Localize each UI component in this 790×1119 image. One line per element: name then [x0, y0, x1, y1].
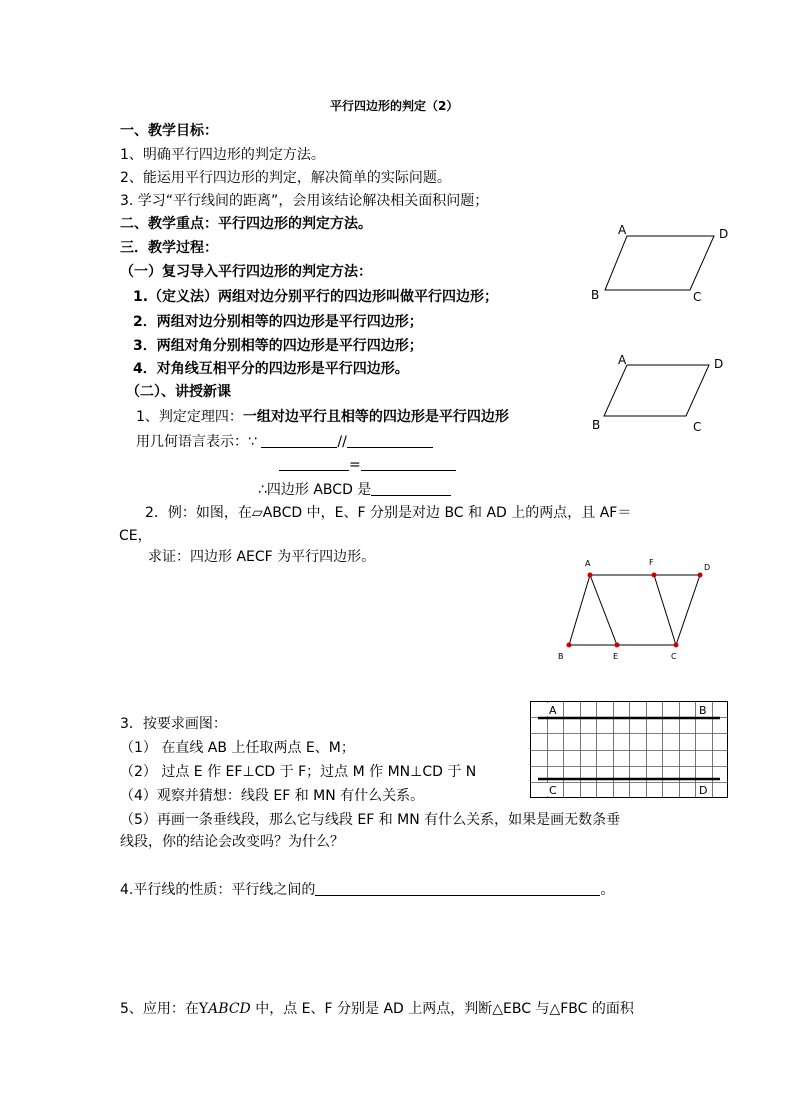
label-d: D [719, 227, 729, 241]
property-line [120, 881, 614, 897]
point-e [615, 643, 620, 648]
label-a: A [549, 704, 557, 717]
example-line-1 [145, 506, 631, 520]
property-text: 4.平行线的性质：平行线之间的 [120, 882, 316, 898]
parallel-symbol: // [337, 434, 347, 450]
example-intro: 2．例：如图，在 [145, 505, 252, 521]
point-b [567, 643, 572, 648]
point-a [588, 573, 593, 578]
geo-prefix: 用几何语言表示：∵ [136, 434, 257, 450]
label-b: B [699, 704, 707, 717]
blank-property[interactable] [315, 881, 600, 896]
parallelogram-figure-1 [580, 218, 750, 308]
point-d [698, 573, 703, 578]
label-a: A [618, 223, 627, 237]
goal-item: 2、能运用平行四边形的判定，解决简单的实际问题。 [120, 170, 451, 186]
drawing-step: （2） 过点 E 作 EF⊥CD 于 F；过点 M 作 MN⊥CD 于 N [120, 764, 477, 780]
theorem-line [136, 410, 509, 424]
label-c: C [549, 784, 557, 797]
example-proof: 求证：四边形 AECF 为平行四边形。 [148, 549, 376, 565]
review-item: 3．两组对角分别相等的四边形是平行四边形； [133, 338, 423, 354]
drawing-step: （4）观察并猜想：线段 EF 和 MN 有什么关系。 [120, 788, 425, 804]
label-b: B [591, 288, 600, 302]
point-f [652, 573, 657, 578]
page-title: 平行四边形的判定（2） [330, 99, 459, 113]
drawing-step: （5）再画一条垂线段，那么它与线段 EF 和 MN 有什么关系，如果是画无数条垂 [120, 812, 621, 828]
blank-equal-right[interactable] [361, 456, 456, 471]
geo-conclusion-line [258, 481, 451, 497]
label-c: C [693, 290, 702, 304]
application-rest: 中，点 E、F 分别是 AD 上两点，判断△EBC 与△FBC 的面积 [250, 1001, 634, 1017]
review-item: 4．对角线互相平分的四边形是平行四边形。 [133, 361, 409, 377]
review-item: 2．两组对边分别相等的四边形是平行四边形； [133, 314, 423, 330]
drawing-heading: 3．按要求画图： [120, 716, 227, 732]
blank-parallel-right[interactable] [347, 433, 433, 448]
label-a: A [585, 559, 591, 568]
theorem-text: 一组对边平行且相等的四边形是平行四边形 [242, 409, 509, 425]
example-rest: ABCD 中，E、F 分别是对边 BC 和 AD 上的两点，且 AF＝ [262, 505, 632, 521]
application-prefix: 5、应用：在 [120, 1001, 199, 1017]
abcd-italic: ABCD [208, 1001, 251, 1017]
example-figure [550, 555, 720, 670]
blank-conclusion[interactable] [371, 481, 451, 496]
label-d: D [699, 784, 708, 797]
geo-conclusion: ∴四边形 ABCD 是 [258, 482, 372, 498]
geo-language-line [136, 433, 433, 449]
label-d: D [714, 357, 724, 371]
review-heading: （一）复习导入平行四边形的判定方法： [120, 264, 372, 280]
label-a: A [618, 353, 627, 367]
review-item: 1.（定义法）两组对边分别平行的四边形叫做平行四边形； [133, 289, 499, 305]
parallelogram-symbol: Y [198, 1001, 209, 1017]
label-e: E [613, 652, 619, 661]
goals-heading: 一、教学目标： [120, 123, 218, 139]
blank-equal-left[interactable] [279, 456, 349, 471]
property-end: 。 [600, 882, 615, 898]
geo-equal-line [279, 456, 456, 472]
application-line [120, 1002, 634, 1016]
process-heading: 三．教学过程： [120, 240, 218, 256]
label-c: C [671, 652, 677, 661]
grid-figure [530, 701, 728, 798]
label-d: D [704, 563, 711, 572]
new-lesson-heading: （二）、讲授新课 [126, 384, 231, 400]
drawing-step: 线段，你的结论会改变吗？为什么？ [120, 834, 344, 850]
label-c: C [693, 420, 702, 434]
label-b: B [558, 652, 564, 661]
blank-parallel-left[interactable] [261, 433, 337, 448]
parallelogram-symbol: ▱ [251, 505, 263, 521]
point-c [674, 643, 679, 648]
parallelogram-figure-2 [580, 350, 750, 440]
label-f: F [649, 558, 654, 567]
example-line-2: CE， [119, 528, 152, 544]
focus-line: 二、教学重点：平行四边形的判定方法。 [120, 216, 372, 232]
drawing-step: （1） 在直线 AB 上任取两点 E、M； [120, 740, 355, 756]
label-b: B [592, 418, 601, 432]
theorem-prefix: 1、判定定理四： [136, 409, 243, 425]
goal-item: 1、明确平行四边形的判定方法。 [120, 147, 325, 163]
equal-symbol: = [349, 457, 361, 473]
goal-item: 3. 学习“平行线间的距离”，会用该结论解决相关面积问题； [120, 193, 489, 209]
